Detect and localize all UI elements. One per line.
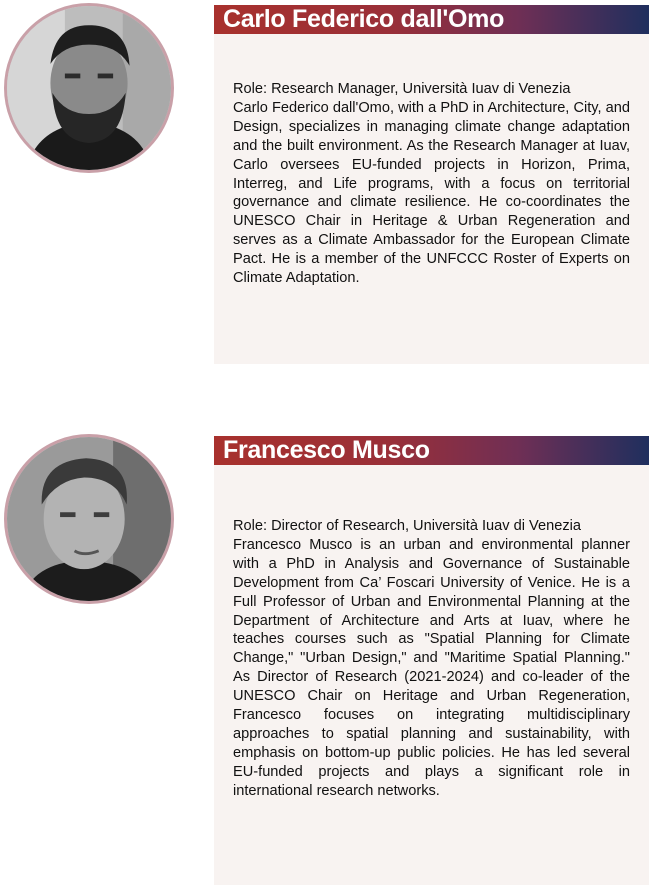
bio-panel (214, 465, 649, 885)
name-banner (214, 5, 649, 34)
profile-role: Role: Research Manager, Università Iuav di Venezia (233, 81, 571, 97)
profile-bio: Francesco Musco is an urban and environmental planner with a PhD in Analysis and Governance of Sustainable Development from Ca’ Foscari University of Venice. He is a Full Professor of Urban and Environmental Planning at the Department of Architecture and Arts at Iuav, where he teaches courses such as "Spatial Planning for Climate Change," "Urban Design," and "Maritime Spatial Planning." As Director of Research (2021-2024) and co-leader of the UNESCO Chair on Heritage and Urban Regeneration, Francesco focuses on integrating multidisciplinary approaches to spatial planning and sustainability, with emphasis on bottom-up public policies. He has led several EU-funded projects and plays a significant role in international research networks. (233, 536, 630, 799)
profile-bio: Carlo Federico dall'Omo, with a PhD in Architecture, City, and Design, specializes in managing climate change adaptation and the built environment. As the Research Manager at Iuav, Carlo oversees EU-funded projects in Horizon, Prima, Interreg, and Life programs, with a focus on territorial governance and climate resilience. He co-coordinates the UNESCO Chair in Heritage & Urban Regeneration and serves as a Climate Ambassador for the European Climate Pact. He is a member of the UNFCCC Roster of Experts on Climate Adaptation. (233, 99, 630, 287)
profile-role: Role: Director of Research, Università Iuav di Venezia (233, 518, 581, 534)
bio-panel (214, 34, 649, 364)
profile-name: Francesco Musco (223, 436, 430, 464)
profile-photo-carlo (4, 3, 174, 173)
profile-photo-francesco (4, 434, 174, 604)
name-banner (214, 436, 649, 465)
bio-text (233, 517, 630, 801)
profile-name: Carlo Federico dall'Omo (223, 5, 505, 33)
bio-text (233, 80, 630, 288)
portrait-image (7, 437, 171, 601)
portrait-image (7, 6, 171, 170)
